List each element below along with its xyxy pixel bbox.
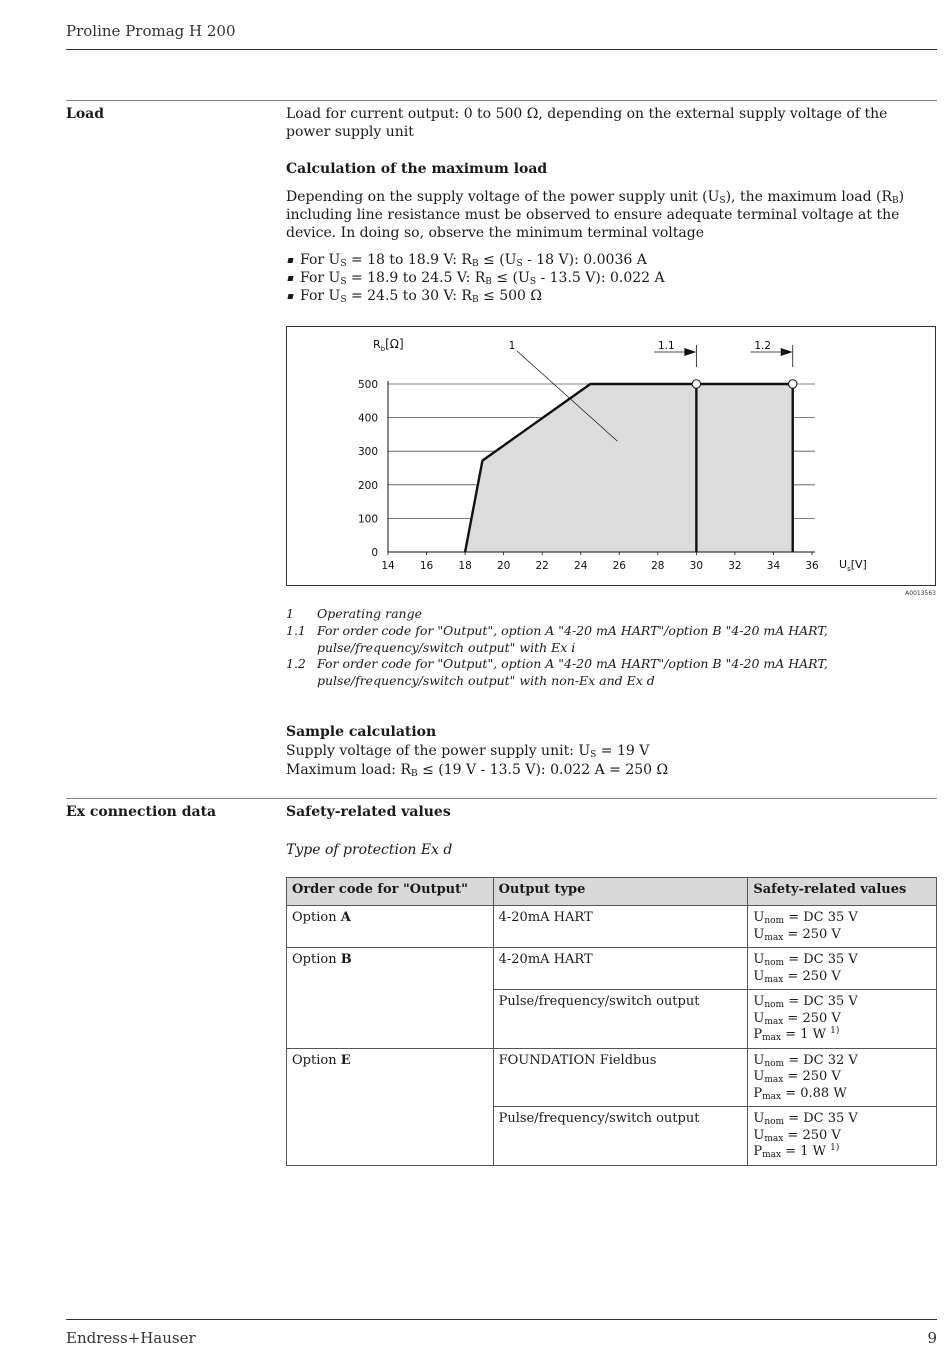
- safety-value: $U_{nom}$ = DC 32 V: [753, 1052, 858, 1069]
- calc-heading: Calculation of the maximum load: [286, 161, 548, 177]
- x-tick-label: 30: [689, 560, 704, 572]
- load-bullet-list: [286, 251, 926, 305]
- safety-values-cell: [748, 906, 937, 948]
- output-type-cell: 4-20mA HART: [493, 906, 748, 948]
- safety-value: $U_{nom}$ = DC 35 V: [753, 910, 858, 926]
- safety-values-cell: [748, 1107, 937, 1166]
- legend-number: 1.2: [286, 656, 306, 671]
- safety-value: $U_{max} = 250$ V: [753, 1010, 841, 1027]
- protection-type: Type of protection Ex d: [286, 842, 453, 858]
- figure-id: A0013563: [905, 590, 936, 597]
- chart-legend: [286, 605, 926, 695]
- load-chart: [286, 326, 936, 586]
- section-divider-ex: [66, 798, 937, 799]
- table-header-row: [287, 878, 937, 906]
- legend-number: 1.1: [286, 623, 306, 638]
- legend-number: 1: [286, 606, 294, 621]
- x-tick-label: 14: [381, 560, 395, 572]
- sample-heading: Sample calculation: [286, 724, 437, 740]
- safety-values-table: [286, 877, 937, 1166]
- safety-value: $P_{max} = 0.88$ W: [753, 1085, 847, 1102]
- x-tick-label: 36: [805, 560, 819, 572]
- load-bullet-item: For $U_S = 18.9$ to 24.5 V: $R_B \le (U_S - 13.5$ V): 0.022 A: [286, 269, 926, 287]
- y-tick-label: 0: [371, 547, 378, 559]
- safety-value: $U_{nom}$ = DC 35 V: [753, 952, 858, 968]
- x-tick-label: 16: [419, 560, 434, 572]
- load-bullet-item: For $U_S = 18$ to 18.9 V: $R_B \le (U_S - 18$ V): 0.0036 A: [286, 251, 926, 269]
- y-tick-label: 500: [357, 379, 378, 391]
- calc-description: Depending on the supply voltage of the power supply unit $(U_S)$, the maximum load $(R_B)$ including line resistance must be observed to ensure adequate terminal voltage at the device. In doing so, observe the minimum terminal voltage: [286, 189, 905, 241]
- table-header: Output type: [493, 878, 748, 906]
- x-tick-label: 20: [496, 560, 511, 572]
- x-tick-label: 22: [535, 560, 549, 572]
- y-axis-label: $R_b[\Omega]$: [373, 337, 404, 353]
- output-type-cell: 4-20mA HART: [493, 948, 748, 990]
- annotation-label: 1: [508, 340, 516, 352]
- table-row: [287, 948, 937, 990]
- section-label-ex: Ex connection data: [66, 804, 217, 820]
- operating-range-area: [465, 384, 793, 552]
- limit-marker: [789, 380, 797, 388]
- x-tick-label: 28: [651, 560, 665, 572]
- option-cell: Option B: [287, 948, 494, 1049]
- sample-line-1: Supply voltage of the power supply unit: $U_S = 19$ V: [286, 743, 650, 760]
- x-tick-label: 32: [728, 560, 742, 572]
- sample-line-2: Maximum load: $R_B \le (19$ V - 13.5 V): 0.022 A = 250 Ω: [286, 762, 669, 779]
- section-label-load: Load: [66, 106, 105, 122]
- y-tick-label: 300: [357, 446, 378, 459]
- limit-arrowhead: [781, 348, 793, 356]
- x-tick-label: 18: [458, 560, 472, 572]
- legend-text: For order code for "Output", option A "4-20 mA HART"/option B "4-20 mA HART, pulse/frequency/switch output" with non-Ex and Ex d: [317, 656, 828, 688]
- safety-heading: Safety-related values: [286, 804, 451, 820]
- output-type-cell: Pulse/frequency/switch output: [493, 990, 748, 1049]
- safety-value: $U_{nom}$ = DC 35 V: [753, 1111, 858, 1127]
- output-type-cell: Pulse/frequency/switch output: [493, 1107, 748, 1166]
- safety-values-cell: [748, 990, 937, 1049]
- table-row: [287, 1048, 937, 1107]
- limit-arrowhead: [684, 348, 696, 356]
- table-header: Safety-related values: [748, 878, 937, 906]
- limit-label: 1.2: [754, 340, 772, 352]
- safety-value: $U_{nom}$ = DC 35 V: [753, 994, 858, 1010]
- footer-brand: Endress+Hauser: [66, 1329, 196, 1347]
- limit-label: 1.1: [658, 340, 675, 352]
- safety-value: $U_{max} = 250$ V: [753, 1127, 841, 1144]
- table-header: Order code for "Output": [287, 878, 494, 906]
- legend-text: Operating range: [317, 606, 422, 621]
- legend-text: For order code for "Output", option A "4-20 mA HART"/option B "4-20 mA HART, pulse/frequency/switch output" with Ex i: [317, 623, 828, 655]
- page-header-title: Proline Promag H 200: [66, 22, 236, 40]
- option-cell: Option E: [287, 1048, 494, 1165]
- safety-value: $U_{max} = 250$ V: [753, 926, 841, 943]
- safety-value: $U_{max} = 250$ V: [753, 968, 841, 985]
- option-cell: Option A: [287, 906, 494, 948]
- load-bullet-item: For $U_S = 24.5$ to 30 V: $R_B \le 500$ Ω: [286, 287, 926, 305]
- y-tick-label: 100: [357, 513, 378, 526]
- safety-value: $P_{max} = 1$ W $^{1)}$: [753, 1026, 840, 1043]
- load-chart-svg: [287, 327, 935, 585]
- table-row: [287, 906, 937, 948]
- load-intro-text: Load for current output: 0 to 500 Ω, depending on the external supply voltage of the power supply unit: [286, 106, 888, 140]
- section-divider-load: [66, 100, 937, 101]
- safety-values-cell: [748, 1048, 937, 1107]
- x-axis-label: $U_s[V]$: [839, 558, 867, 573]
- safety-value: $U_{max} = 250$ V: [753, 1069, 841, 1085]
- y-tick-label: 400: [357, 412, 378, 425]
- x-tick-label: 34: [766, 560, 781, 572]
- output-type-cell: FOUNDATION Fieldbus: [493, 1048, 748, 1107]
- header-rule: [66, 49, 937, 50]
- y-tick-label: 200: [357, 479, 378, 492]
- safety-value: $P_{max} = 1$ W $^{1)}$: [753, 1143, 840, 1160]
- footer-rule: [66, 1319, 937, 1320]
- x-tick-label: 26: [612, 560, 626, 572]
- safety-values-cell: [748, 948, 937, 990]
- limit-marker: [692, 380, 700, 388]
- page-number: 9: [927, 1329, 937, 1347]
- x-tick-label: 24: [574, 560, 588, 572]
